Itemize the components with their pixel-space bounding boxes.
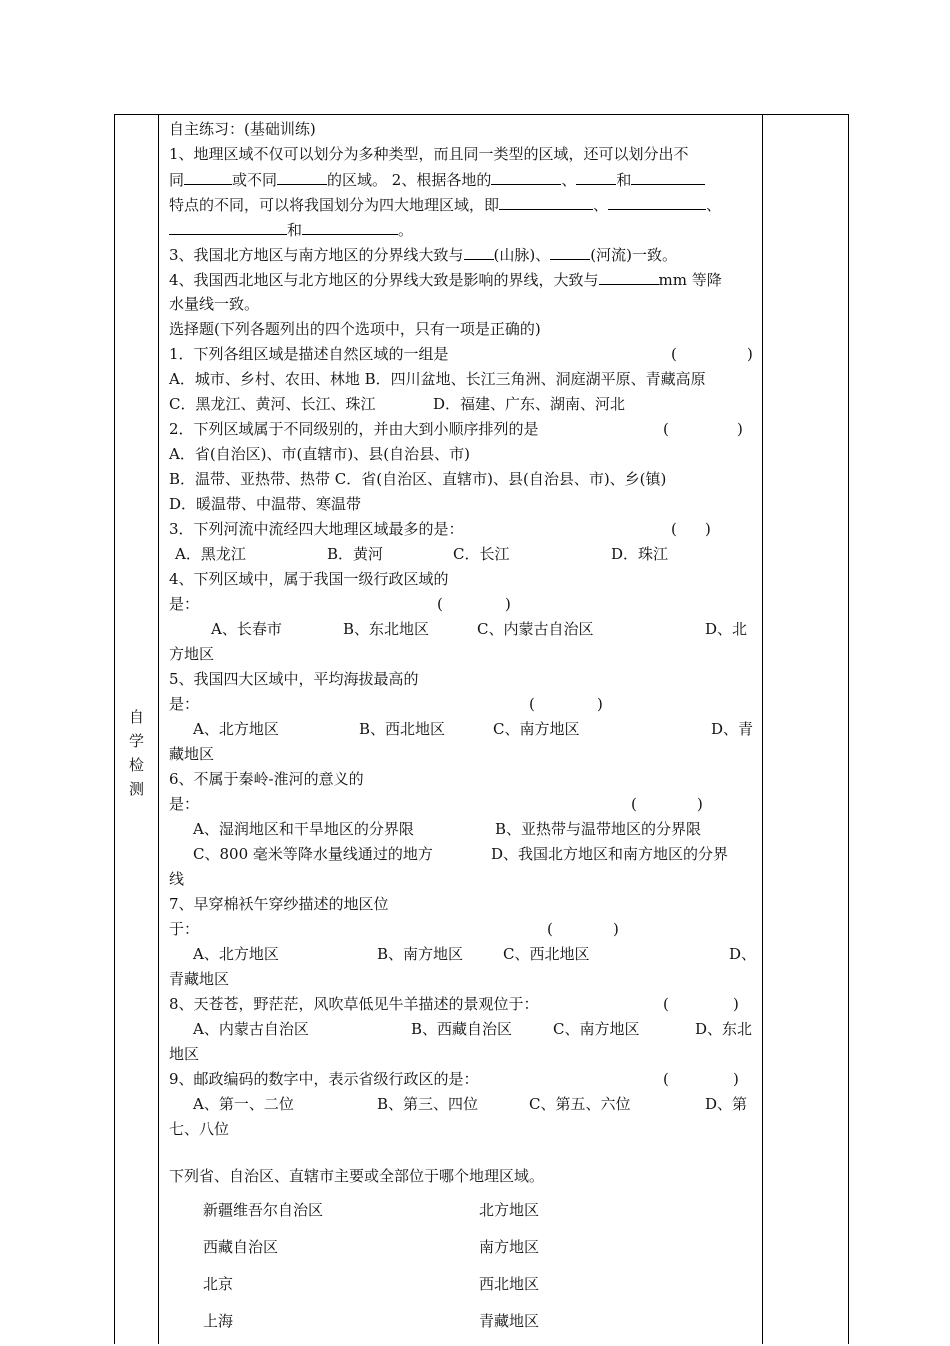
option-b: B、南方地区 bbox=[377, 945, 464, 963]
answer-blank[interactable] bbox=[464, 242, 494, 260]
question-text: 9、邮政编码的数字中，表示省级行政区的是： bbox=[169, 1070, 479, 1088]
question-text: 3、我国北方地区与南方地区的分界线大致与 bbox=[169, 246, 464, 264]
answer-paren-open: ( bbox=[437, 595, 443, 613]
option-a: A、第一、二位 bbox=[193, 1095, 294, 1113]
answer-blank[interactable] bbox=[576, 167, 616, 185]
practice-heading: 自主练习：(基础训练) bbox=[169, 120, 316, 138]
answer-paren-close: ) bbox=[597, 695, 603, 713]
question-text: (河流)一致。 bbox=[590, 246, 677, 264]
question-text: (山脉)、 bbox=[493, 246, 551, 264]
question-text: 8、天苍苍，野茫茫，风吹草低见牛羊描述的景观位于： bbox=[169, 995, 539, 1013]
option-d-cont: 地区 bbox=[169, 1045, 200, 1063]
section-label-char: 学 bbox=[128, 732, 144, 750]
section-label-char: 检 bbox=[128, 756, 144, 774]
option-c: C、内蒙古自治区 bbox=[477, 620, 594, 638]
answer-blank[interactable] bbox=[499, 192, 593, 210]
choice-heading: 选择题(下列各题列出的四个选项中，只有一项是正确的) bbox=[169, 320, 541, 338]
option-text: B．温带、亚热带、热带 C．省(自治区、直辖市)、县(自治县、市)、乡(镇) bbox=[169, 470, 667, 488]
option-d: D．暖温带、中温带、寒温带 bbox=[169, 495, 362, 513]
matching-heading: 下列省、自治区、直辖市主要或全部位于哪个地理区域。 bbox=[169, 1167, 545, 1185]
matching-right-item[interactable]: 北方地区 bbox=[479, 1201, 540, 1219]
option-b: B、亚热带与温带地区的分界限 bbox=[495, 820, 702, 838]
matching-right-item[interactable]: 青藏地区 bbox=[479, 1312, 540, 1330]
option-b: B、第三、四位 bbox=[377, 1095, 479, 1113]
option-a: A、长春市 bbox=[211, 620, 282, 638]
option-c: C．长江 bbox=[453, 545, 510, 563]
answer-paren-open: ( bbox=[671, 520, 677, 538]
option-d-cont: 七、八位 bbox=[169, 1120, 230, 1138]
question-text: 是： bbox=[169, 695, 200, 713]
answer-paren-close: ) bbox=[613, 920, 619, 938]
matching-right-item[interactable]: 南方地区 bbox=[479, 1238, 540, 1256]
answer-blank[interactable] bbox=[491, 167, 561, 185]
matching-left-item[interactable]: 北京 bbox=[203, 1275, 234, 1293]
option-d: D、我国北方地区和南方地区的分界 bbox=[491, 845, 729, 863]
option-c: C、南方地区 bbox=[493, 720, 580, 738]
option-b: B．黄河 bbox=[327, 545, 384, 563]
option-d: D．福建、广东、湖南、河北 bbox=[433, 395, 626, 413]
answer-blank[interactable] bbox=[184, 167, 232, 185]
option-c: C、800 毫米等降水量线通过的地方 bbox=[193, 845, 433, 863]
option-b: B、西北地区 bbox=[359, 720, 446, 738]
option-a: A、北方地区 bbox=[193, 720, 279, 738]
question-text: 于： bbox=[169, 920, 200, 938]
question-text: 的区域。 2、根据各地的 bbox=[327, 171, 492, 189]
answer-blank[interactable] bbox=[169, 217, 287, 235]
option-a: A．省(自治区)、市(直辖市)、县(自治县、市) bbox=[169, 445, 470, 463]
section-label-char: 自 bbox=[128, 708, 144, 726]
answer-paren-close: ) bbox=[747, 345, 753, 363]
matching-right-item[interactable]: 西北地区 bbox=[479, 1275, 540, 1293]
option-b: B、东北地区 bbox=[343, 620, 430, 638]
answer-paren-open: ( bbox=[663, 420, 669, 438]
matching-left-item[interactable]: 新疆维吾尔自治区 bbox=[203, 1201, 324, 1219]
question-text: 和 bbox=[287, 221, 303, 239]
question-text: 水量线一致。 bbox=[169, 295, 260, 313]
option-d: D、东北 bbox=[695, 1020, 753, 1038]
option-a: A、北方地区 bbox=[193, 945, 279, 963]
matching-left-item[interactable]: 西藏自治区 bbox=[203, 1238, 279, 1256]
question-text: 2．下列区域属于不同级别的，并由大到小顺序排列的是 bbox=[169, 420, 539, 438]
option-c: C、南方地区 bbox=[553, 1020, 640, 1038]
option-d: D、 bbox=[729, 945, 757, 963]
matching-row bbox=[169, 1309, 769, 1346]
question-text: 。 bbox=[398, 221, 414, 239]
answer-blank[interactable] bbox=[631, 167, 705, 185]
answer-paren-open: ( bbox=[671, 345, 677, 363]
answer-paren-close: ) bbox=[505, 595, 511, 613]
question-text: 4、我国西北地区与北方地区的分界线大致是影响的界线，大致与 bbox=[169, 271, 599, 289]
answer-blank[interactable] bbox=[277, 167, 327, 185]
question-text: 4、下列区域中，属于我国一级行政区域的 bbox=[169, 570, 449, 588]
option-a: A．黑龙江 bbox=[175, 545, 246, 563]
option-d: D、青 bbox=[711, 720, 754, 738]
option-d: D．珠江 bbox=[611, 545, 669, 563]
question-text: 5、我国四大区域中，平均海拔最高的 bbox=[169, 670, 419, 688]
section-label-char: 测 bbox=[128, 780, 144, 798]
question-text: 同 bbox=[169, 171, 185, 189]
matching-row bbox=[169, 1198, 769, 1235]
matching-row bbox=[169, 1235, 769, 1272]
answer-paren-open: ( bbox=[631, 795, 637, 813]
answer-paren-open: ( bbox=[529, 695, 535, 713]
section-label bbox=[115, 705, 158, 801]
worksheet-content bbox=[169, 117, 769, 1346]
option-d-cont: 方地区 bbox=[169, 645, 215, 663]
answer-blank[interactable] bbox=[550, 242, 590, 260]
option-c: C．黑龙江、黄河、长江、珠江 bbox=[169, 395, 376, 413]
option-c: C、第五、六位 bbox=[529, 1095, 631, 1113]
question-text: 3．下列河流中流经四大地理区域最多的是： bbox=[169, 520, 464, 538]
question-text: 是： bbox=[169, 795, 200, 813]
answer-paren-close: ) bbox=[733, 995, 739, 1013]
option-d: D、第 bbox=[705, 1095, 748, 1113]
option-d-cont: 线 bbox=[169, 870, 185, 888]
answer-paren-close: ) bbox=[737, 420, 743, 438]
question-text: 、 bbox=[561, 171, 577, 189]
question-text: 或不同 bbox=[232, 171, 278, 189]
answer-paren-open: ( bbox=[663, 1070, 669, 1088]
answer-blank[interactable] bbox=[608, 192, 706, 210]
answer-paren-close: ) bbox=[697, 795, 703, 813]
question-text: 1．下列各组区域是描述自然区域的一组是 bbox=[169, 345, 449, 363]
answer-paren-close: ) bbox=[733, 1070, 739, 1088]
question-text: 特点的不同，可以将我国划分为四大地理区域，即 bbox=[169, 196, 500, 214]
question-text: 、 bbox=[706, 196, 722, 214]
question-text: 7、早穿棉袄午穿纱描述的地区位 bbox=[169, 895, 389, 913]
question-text: 1、地理区域不仅可以划分为多种类型，而且同一类型的区域，还可以划分出不 bbox=[169, 145, 689, 163]
answer-paren-close: ) bbox=[705, 520, 711, 538]
answer-paren-open: ( bbox=[663, 995, 669, 1013]
option-b: B、西藏自治区 bbox=[411, 1020, 513, 1038]
question-text: mm 等降 bbox=[658, 271, 722, 289]
question-text: 和 bbox=[616, 171, 632, 189]
option-c: C、西北地区 bbox=[503, 945, 590, 963]
option-a: A、内蒙古自治区 bbox=[193, 1020, 309, 1038]
matching-row bbox=[169, 1272, 769, 1309]
worksheet-table bbox=[114, 114, 849, 1344]
option-a: A、湿润地区和干旱地区的分界限 bbox=[193, 820, 414, 838]
option-text: A．城市、乡村、农田、林地 B．四川盆地、长江三角洲、洞庭湖平原、青藏高原 bbox=[169, 370, 706, 388]
column-divider-left bbox=[158, 115, 159, 1344]
question-text: 、 bbox=[593, 196, 609, 214]
answer-blank[interactable] bbox=[302, 217, 398, 235]
answer-paren-open: ( bbox=[547, 920, 553, 938]
matching-left-item[interactable]: 上海 bbox=[203, 1312, 234, 1330]
option-d-cont: 藏地区 bbox=[169, 745, 215, 763]
answer-blank[interactable] bbox=[599, 267, 659, 285]
option-d: D、北 bbox=[705, 620, 748, 638]
question-text: 6、不属于秦岭-淮河的意义的 bbox=[169, 770, 364, 788]
option-d-cont: 青藏地区 bbox=[169, 970, 230, 988]
question-text: 是： bbox=[169, 595, 200, 613]
